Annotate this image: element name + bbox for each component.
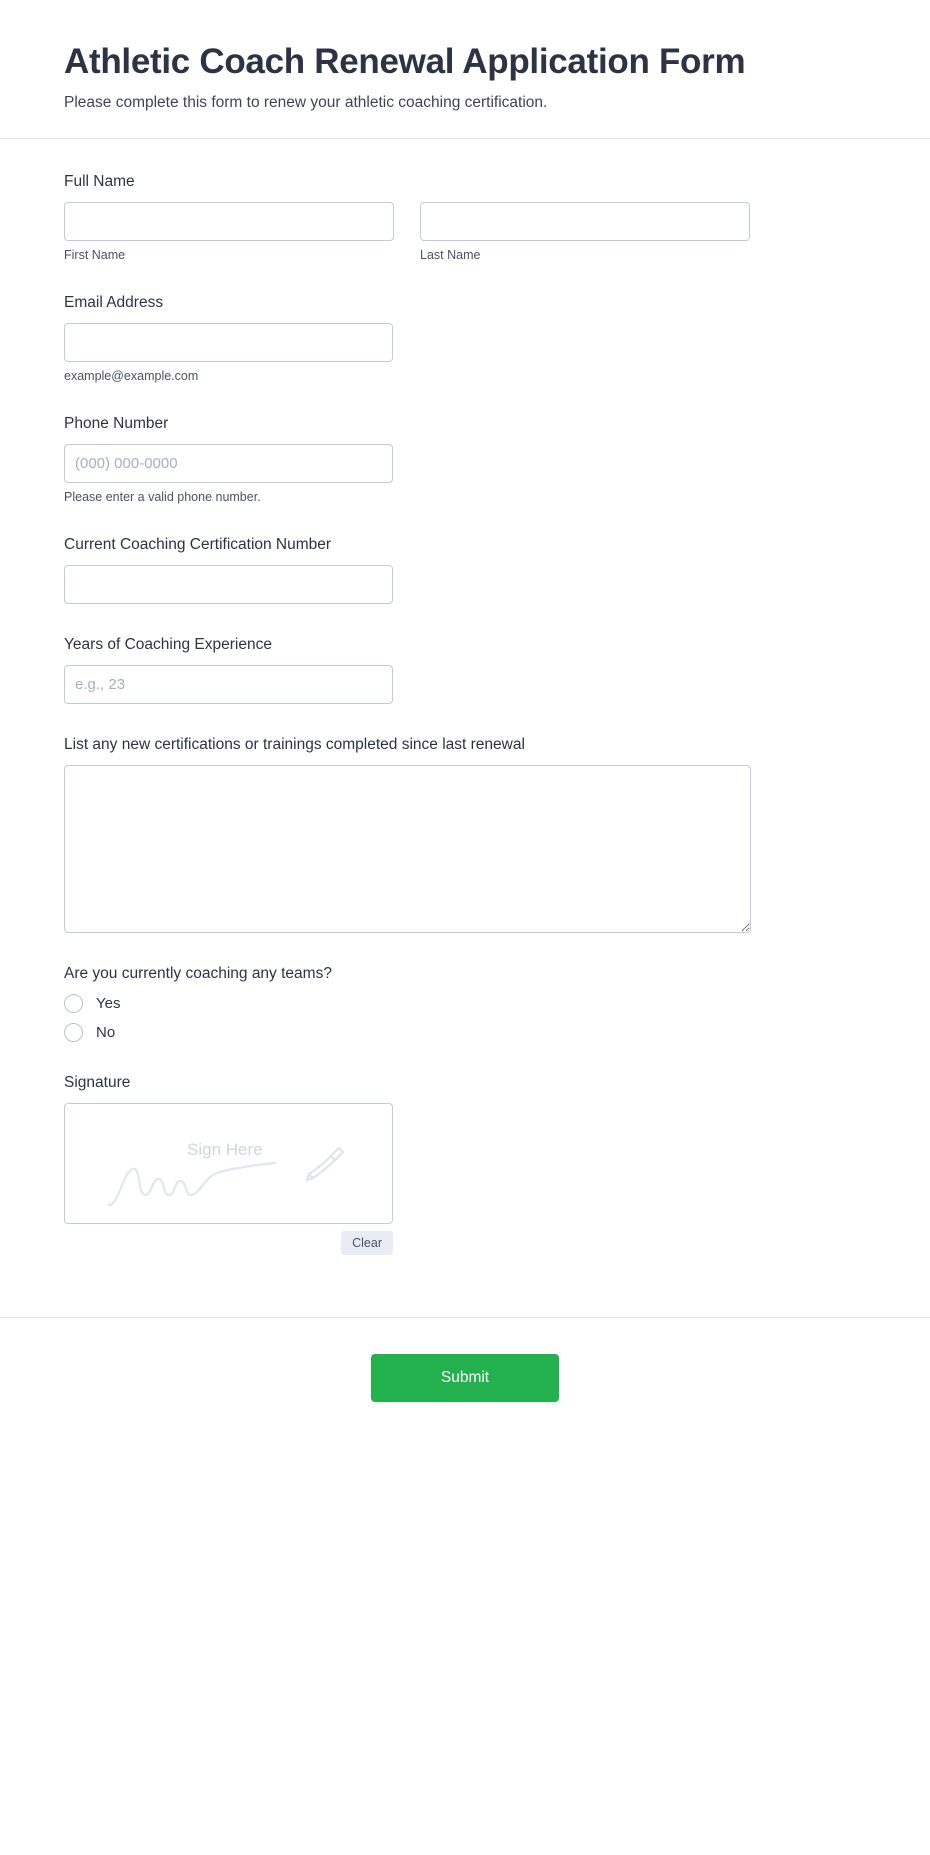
phone-label: Phone Number xyxy=(64,415,169,433)
new-certifications-textarea[interactable] xyxy=(64,765,751,933)
page-subtitle: Please complete this form to renew your athletic coaching certification. xyxy=(64,94,548,112)
form-footer xyxy=(0,1317,930,1442)
signature-pad[interactable] xyxy=(64,1103,393,1224)
last-name-sublabel: Last Name xyxy=(420,248,481,263)
certification-number-label: Current Coaching Certification Number xyxy=(64,536,332,554)
signature-label: Signature xyxy=(64,1074,131,1092)
field-currently-coaching xyxy=(64,965,866,1042)
radio-circle-icon[interactable] xyxy=(64,1023,83,1042)
certification-number-input[interactable] xyxy=(64,565,393,604)
page-title: Athletic Coach Renewal Application Form xyxy=(64,42,746,81)
submit-button[interactable]: Submit xyxy=(371,1354,559,1402)
phone-input[interactable] xyxy=(64,444,393,483)
radio-label-no: No xyxy=(96,1024,116,1042)
field-new-certifications xyxy=(64,736,866,933)
email-label: Email Address xyxy=(64,294,164,312)
email-field[interactable] xyxy=(64,323,393,362)
last-name-input[interactable] xyxy=(420,202,750,241)
currently-coaching-label: Are you currently coaching any teams? xyxy=(64,965,332,983)
signature-hint: Sign Here xyxy=(187,1140,263,1160)
field-full-name xyxy=(64,173,866,262)
years-experience-label: Years of Coaching Experience xyxy=(64,636,272,654)
email-sublabel: example@example.com xyxy=(64,369,199,384)
form-body xyxy=(0,139,930,1317)
years-experience-input[interactable] xyxy=(64,665,393,704)
radio-option-no[interactable] xyxy=(64,1023,866,1042)
field-signature xyxy=(64,1074,866,1255)
phone-sublabel: Please enter a valid phone number. xyxy=(64,490,261,505)
field-certification-number xyxy=(64,536,866,604)
signature-squiggle-icon xyxy=(105,1159,305,1218)
pen-icon xyxy=(301,1140,347,1187)
clear-signature-button[interactable]: Clear xyxy=(341,1231,393,1255)
radio-circle-icon[interactable] xyxy=(64,994,83,1013)
first-name-input[interactable] xyxy=(64,202,394,241)
new-certifications-label: List any new certifications or trainings completed since last renewal xyxy=(64,736,525,754)
field-email xyxy=(64,294,866,383)
field-phone xyxy=(64,415,866,504)
form-header xyxy=(0,0,930,139)
signature-clear-wrap xyxy=(64,1231,393,1255)
full-name-label: Full Name xyxy=(64,173,135,191)
first-name-sublabel: First Name xyxy=(64,248,126,263)
radio-option-yes[interactable] xyxy=(64,994,866,1013)
last-name-group xyxy=(420,202,750,262)
first-name-group xyxy=(64,202,394,262)
radio-label-yes: Yes xyxy=(96,995,121,1013)
field-years-experience xyxy=(64,636,866,704)
full-name-row xyxy=(64,202,866,262)
